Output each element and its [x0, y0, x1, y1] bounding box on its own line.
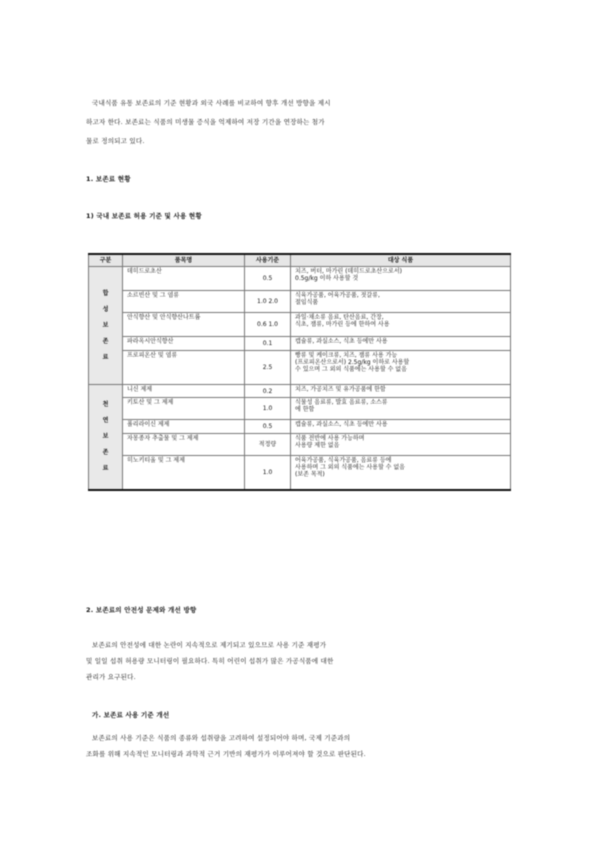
cell-standard: 2.5: [245, 351, 291, 385]
target-food-line: 식물성 음료류, 발효 음료류, 소스류: [295, 399, 388, 406]
target-food-line: (보존 목적): [295, 471, 325, 478]
table-row: [89, 267, 511, 291]
target-food-line: 빵류 및 케이크류, 치즈, 잼류 사용 가능: [295, 352, 398, 359]
cell-name: 프로피온산 및 염류: [123, 351, 245, 385]
body2-line-2: 조화를 위해 지속적인 모니터링과 과학적 근거 기반의 재평가가 이루어져야 할 것으로 판단된다.: [86, 750, 366, 758]
intro-line-2: 하고자 한다. 보존료는 식품의 미생물 증식을 억제하여 저장 기간을 연장하는 첨가: [86, 118, 325, 126]
header-category: 구분: [89, 254, 123, 267]
cell-standard: 적정량: [245, 434, 291, 456]
cell-target-foods: [291, 337, 511, 351]
group-label-char: 보: [102, 321, 109, 329]
cell-target-foods: [291, 267, 511, 291]
cell-target-foods: [291, 456, 511, 490]
target-food-line: 캡슐류, 과실소스, 식초 등에만 사용: [295, 338, 388, 345]
cell-name: 파라옥시안식향산: [123, 337, 245, 351]
cell-standard: 1.0: [245, 398, 291, 420]
target-food-line: 어육가공품, 식육가공품, 음료류 등에: [295, 457, 392, 464]
target-food-line: 치즈, 버터, 마가린 (데히드로초산으로서): [295, 268, 402, 275]
cell-standard: 0.5: [245, 420, 291, 434]
cell-target-foods: [291, 420, 511, 434]
cell-name: 니신 제제: [123, 385, 245, 398]
intro-line-3: 물로 정의되고 있다.: [86, 137, 145, 145]
body-line-1: 보존료의 안전성에 대한 논란이 지속적으로 제기되고 있으므로 사용 기준 재평가: [92, 641, 327, 649]
cell-name: 폴리라이신 제제: [123, 420, 245, 434]
cell-name: 안식향산 및 안식향산나트륨: [123, 313, 245, 337]
target-food-line: 식육가공품, 어육가공품, 젓갈류,: [295, 292, 380, 299]
target-food-line: 캡슐류, 과실소스, 식초 등에만 사용: [295, 421, 388, 428]
table-row: [89, 420, 511, 434]
header-target-foods: 대상 식품: [291, 254, 511, 267]
target-food-line: 사용량 제한 없음: [295, 442, 340, 449]
group-label-char: 존: [102, 337, 109, 345]
body-line-2: 및 일일 섭취 허용량 모니터링이 필요하다. 특히 어린이 섭취가 많은 가공식품에 대한: [86, 657, 334, 665]
cell-name: 소르빈산 및 그 염류: [123, 291, 245, 313]
cell-target-foods: [291, 434, 511, 456]
header-name: 품목명: [123, 254, 245, 267]
table-row: [89, 337, 511, 351]
target-food-line: 절임식품: [295, 299, 319, 306]
cell-standard: 1.0 2.0: [245, 291, 291, 313]
cell-standard: 0.2: [245, 385, 291, 398]
table-row: [89, 385, 511, 398]
body-line-3: 관리가 요구된다.: [86, 673, 136, 681]
section2-heading: 2. 보존료의 안전성 문제와 개선 방향: [86, 606, 197, 614]
target-food-line: 치즈, 가공치즈 및 유가공품에 한함: [295, 386, 386, 393]
cell-standard: 0.1: [245, 337, 291, 351]
table-row: [89, 291, 511, 313]
target-food-line: 식품 전반에 사용 가능하며: [295, 435, 365, 442]
section-heading: 1. 보존료 현황: [86, 175, 131, 183]
table-header-row: [89, 254, 511, 267]
cell-name: 데히드로초산: [123, 267, 245, 291]
table-row: [89, 456, 511, 490]
group-label-char: 보: [102, 432, 109, 440]
target-food-line: 식초, 잼류, 마가린 등에 한하여 사용: [295, 321, 390, 328]
table-row: [89, 434, 511, 456]
group-label-char: 천: [102, 400, 109, 408]
cell-standard: 0.6 1.0: [245, 313, 291, 337]
table-row: [89, 313, 511, 337]
cell-target-foods: [291, 313, 511, 337]
target-food-line: 과일·채소류 음료, 탄산음료, 간장,: [295, 314, 384, 321]
target-food-line: 0.5g/kg 이하 사용할 것: [295, 275, 359, 282]
group-label-char: 연: [102, 416, 109, 424]
group-label-0: [89, 267, 123, 385]
group-label-char: 료: [102, 353, 109, 361]
target-food-line: (프로피온산으로서) 2.5g/kg 이하로 사용할: [295, 359, 410, 366]
body2-line-1: 보존료의 사용 기준은 식품의 종류와 섭취량을 고려하여 설정되어야 하며, 국제 기준과의: [92, 734, 351, 742]
subsection-heading: 1) 국내 보존료 허용 기준 및 사용 현황: [86, 212, 202, 220]
table-row: [89, 398, 511, 420]
group-label-char: 합: [102, 289, 109, 297]
target-food-line: 수 있으며 그 외의 식품에는 사용할 수 없음: [295, 366, 407, 373]
cell-target-foods: [291, 398, 511, 420]
preservative-table: [88, 253, 511, 491]
cell-target-foods: [291, 351, 511, 385]
group-label-char: 성: [102, 305, 109, 313]
group-label-char: 존: [102, 448, 109, 456]
group-label-1: [89, 385, 123, 490]
table-row: [89, 351, 511, 385]
group-label-char: 료: [102, 464, 109, 472]
cell-target-foods: [291, 291, 511, 313]
cell-standard: 1.0: [245, 456, 291, 490]
intro-line-1: 국내식품 유통 보존료의 기준 현황과 외국 사례를 비교하여 향후 개선 방향을 제시: [92, 99, 331, 107]
cell-name: 자몽종자 추출물 및 그 제제: [123, 434, 245, 456]
cell-target-foods: [291, 385, 511, 398]
cell-name: 히노키티올 및 그 제제: [123, 456, 245, 490]
header-standard: 사용기준: [245, 254, 291, 267]
target-food-line: 에 한함: [295, 406, 315, 413]
cell-standard: 0.5: [245, 267, 291, 291]
cell-name: 키토산 및 그 제제: [123, 398, 245, 420]
target-food-line: 사용하며 그 외의 식품에는 사용할 수 없음: [295, 464, 405, 471]
subsection2-heading: 가. 보존료 사용 기준 개선: [92, 711, 170, 719]
